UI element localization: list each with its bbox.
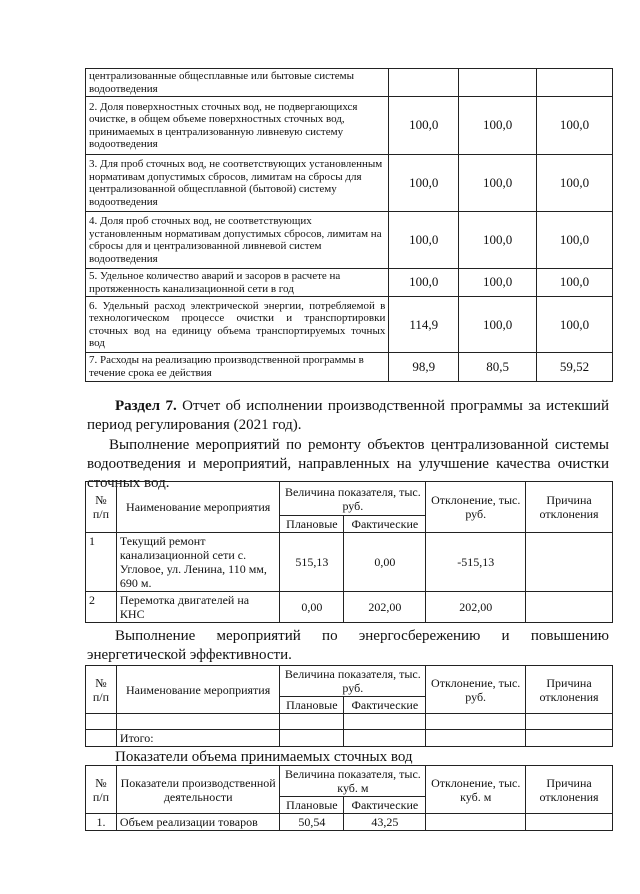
row-name: Объем реализации товаров: [116, 814, 280, 831]
table-header-row: [86, 766, 613, 797]
empty-cell: [344, 714, 426, 730]
table-row: [86, 533, 613, 592]
header-plan: Плановые: [280, 797, 344, 814]
energy-measures-table: [85, 665, 613, 747]
indicator-value: 100,0: [459, 269, 537, 297]
empty-cell: [280, 714, 344, 730]
row-num: 1.: [86, 814, 117, 831]
table-row: [86, 714, 613, 730]
empty-cell: [526, 714, 613, 730]
row-reason: [526, 814, 613, 831]
empty-cell: [86, 714, 117, 730]
indicator-value: 100,0: [389, 155, 459, 212]
section-number: Раздел 7.: [115, 398, 177, 414]
paragraph-energy: Выполнение мероприятий по энергосбережению и повышению энергетической эффективности.: [87, 628, 609, 663]
indicator-value: 100,0: [459, 212, 537, 269]
empty-cell: [280, 730, 344, 747]
row-fact: 202,00: [344, 592, 426, 623]
header-plan: Плановые: [280, 697, 344, 714]
total-label: Итого:: [116, 730, 279, 747]
header-name: Показатели производственной деятельности: [116, 766, 280, 814]
table-row: [86, 730, 613, 747]
indicator-name: 3. Для проб сточных вод, не соответствующих установленным нормативам допустимых сбросов, лимитам на сбросы для централизованной общесплавной (бытовой) систему водоотведения: [86, 155, 389, 212]
indicator-value: 100,0: [537, 297, 613, 353]
header-name: Наименование мероприятия: [116, 482, 280, 533]
row-num: 2: [86, 592, 117, 623]
indicator-name: 2. Доля поверхностных сточных вод, не подвергающихся очистке, в общем объеме поверхностных сточных вод, принимаемых в централизованную ливневую систему водоотведения: [86, 97, 389, 155]
row-plan: 0,00: [280, 592, 344, 623]
indicator-value: 80,5: [459, 353, 537, 381]
table-row: [86, 592, 613, 623]
header-fact: Фактические: [344, 697, 426, 714]
header-value: Величина показателя, тыс. руб.: [280, 666, 426, 697]
header-num: № п/п: [86, 766, 117, 814]
table-row: [86, 814, 613, 831]
indicator-name: 6. Удельный расход электрической энергии, потребляемой в технологическом процессе очистки и транспортировки сточных вод на единицу объема транспортируемых точных вод: [86, 297, 389, 353]
header-reason: Причина отклонения: [526, 482, 613, 533]
indicator-name: 4. Доля проб сточных вод, не соответствующих установленным нормативам допустимых сбросов, лимитам на сбросы для и централизованной ливневой систем водоотведения: [86, 212, 389, 269]
indicator-value: [537, 69, 613, 97]
paragraph-volume: Показатели объема принимаемых сточных вод: [115, 749, 413, 765]
row-plan: 50,54: [280, 814, 344, 831]
header-deviation: Отклонение, тыс. куб. м: [426, 766, 526, 814]
indicator-value: 100,0: [459, 97, 537, 155]
table-header-row: [86, 666, 613, 697]
empty-cell: [426, 730, 526, 747]
empty-cell: [344, 730, 426, 747]
table-row: [86, 155, 613, 212]
header-plan: Плановые: [280, 516, 344, 533]
indicator-name: 7. Расходы на реализацию производственной программы в течение срока ее действия: [86, 353, 389, 381]
indicator-value: 100,0: [537, 97, 613, 155]
indicator-value: [459, 69, 537, 97]
volume-indicators-table: [85, 765, 613, 831]
paragraph-repair: Выполнение мероприятий по ремонту объектов централизованной системы водоотведения и мероприятий, направленных на улучшение качества очистки сточных вод.: [87, 437, 609, 491]
row-name: Текущий ремонт канализационной сети с. Угловое, ул. Ленина, 110 мм, 690 м.: [116, 533, 280, 592]
header-fact: Фактические: [344, 797, 426, 814]
header-value: Величина показателя, тыс. куб. м: [280, 766, 426, 797]
header-deviation: Отклонение, тыс. руб.: [426, 482, 526, 533]
header-name: Наименование мероприятия: [116, 666, 279, 714]
indicator-value: 100,0: [537, 212, 613, 269]
row-plan: 515,13: [280, 533, 344, 592]
table-row: [86, 353, 613, 381]
section-heading: [87, 397, 609, 435]
header-reason: Причина отклонения: [526, 666, 613, 714]
indicator-name: 5. Удельное количество аварий и засоров в расчете на протяженность канализационной сети в год: [86, 269, 389, 297]
row-reason: [526, 592, 613, 623]
table-row: [86, 212, 613, 269]
indicator-value: 98,9: [389, 353, 459, 381]
row-fact: 43,25: [344, 814, 426, 831]
row-name: Перемотка двигателей на КНС: [116, 592, 280, 623]
table-row: [86, 69, 613, 97]
indicator-value: 114,9: [389, 297, 459, 353]
row-deviation: -515,13: [426, 533, 526, 592]
empty-cell: [86, 730, 117, 747]
indicator-value: 100,0: [459, 155, 537, 212]
indicator-value: 100,0: [537, 269, 613, 297]
table-row: [86, 269, 613, 297]
section-title: Отчет об исполнении производственной программы за истекший период регулирования (2021 год).: [87, 398, 609, 433]
row-deviation: 202,00: [426, 592, 526, 623]
header-num: № п/п: [86, 482, 117, 533]
table-row: [86, 97, 613, 155]
empty-cell: [526, 730, 613, 747]
header-value: Величина показателя, тыс. руб.: [280, 482, 426, 516]
indicator-value: 100,0: [459, 297, 537, 353]
table-row: [86, 297, 613, 353]
header-deviation: Отклонение, тыс. руб.: [426, 666, 526, 714]
row-fact: 0,00: [344, 533, 426, 592]
row-reason: [526, 533, 613, 592]
empty-cell: [426, 714, 526, 730]
empty-cell: [116, 714, 279, 730]
indicators-table: [85, 68, 613, 382]
header-fact: Фактические: [344, 516, 426, 533]
indicator-value: 100,0: [389, 269, 459, 297]
header-num: № п/п: [86, 666, 117, 714]
repair-measures-table: [85, 481, 613, 623]
indicator-value: 100,0: [389, 212, 459, 269]
indicator-value: 100,0: [537, 155, 613, 212]
header-reason: Причина отклонения: [526, 766, 613, 814]
indicator-value: [389, 69, 459, 97]
row-deviation: [426, 814, 526, 831]
indicator-name: централизованные общесплавные или бытовые системы водоотведения: [86, 69, 389, 97]
indicator-value: 100,0: [389, 97, 459, 155]
table-header-row: [86, 482, 613, 516]
indicator-value: 59,52: [537, 353, 613, 381]
row-num: 1: [86, 533, 117, 592]
